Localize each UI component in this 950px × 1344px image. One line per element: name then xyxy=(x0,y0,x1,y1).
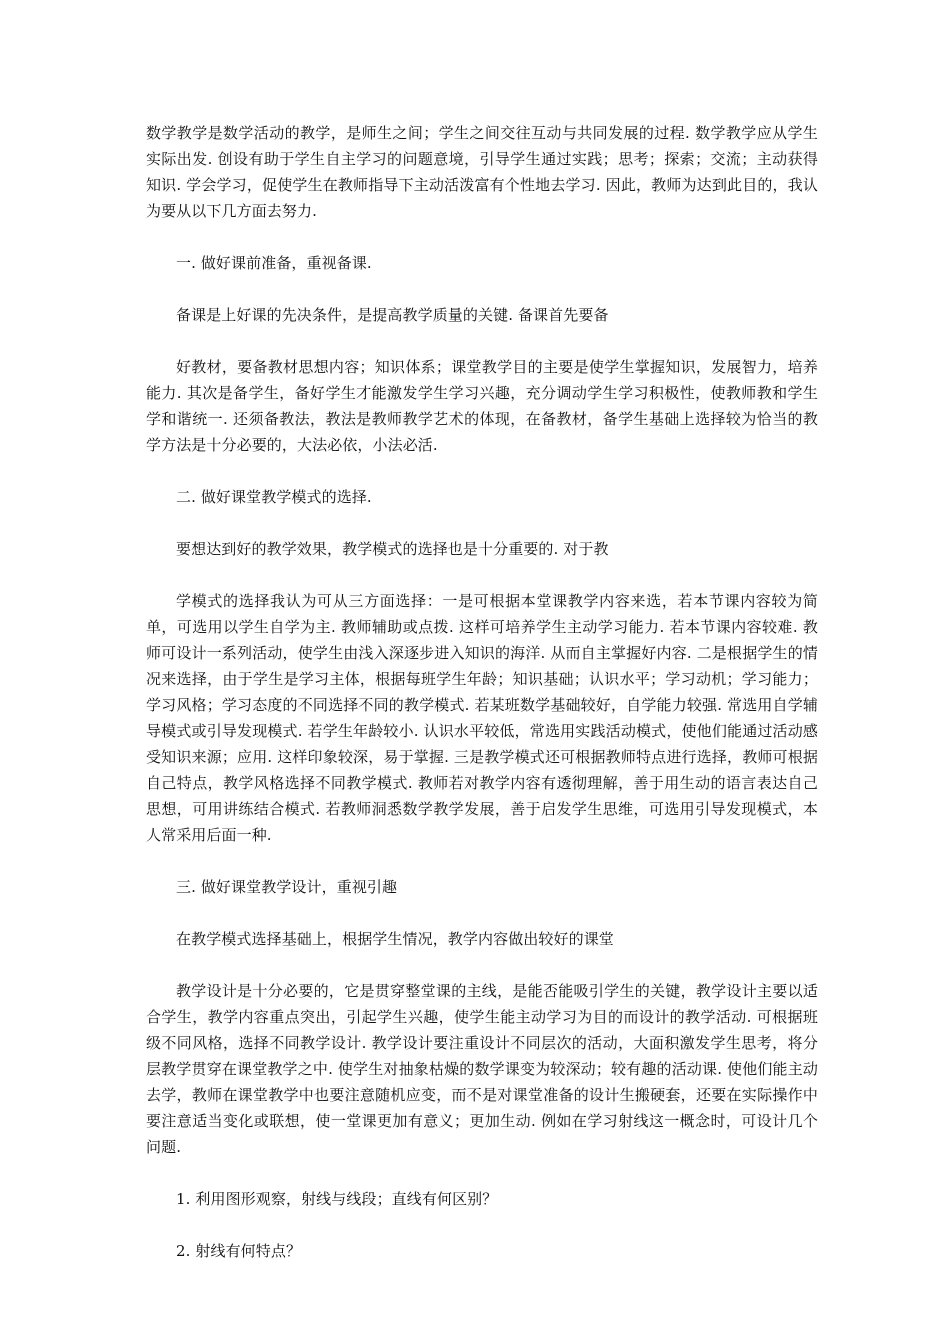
section-heading-2: 二. 做好课堂教学模式的选择. xyxy=(176,488,372,506)
body-paragraph: 备课是上好课的先决条件，是提高教学质量的关键. 备课首先要备 xyxy=(176,306,609,324)
document-page xyxy=(146,120,818,1290)
body-paragraph: 要想达到好的教学效果，教学模式的选择也是十分重要的. 对于教 xyxy=(176,540,609,558)
list-item: 2. 射线有何特点？ xyxy=(176,1242,302,1260)
section-heading-1: 一. 做好课前准备，重视备课. xyxy=(176,254,372,272)
body-paragraph: 学模式的选择我认为可从三方面选择：一是可根据本堂课教学内容来选，若本节课内容较为简单，可选用以学生自学为主. 教师辅助或点拨. 这样可培养学生主动学习能力. 若本节课内容较难. 教师可设计一系列活动，使学生由浅入深逐步进入知识的海洋. 从而自主掌握好内容. 二是根据学生的情况来选择，由于学生是学习主体，根据每班学生年龄；知识基础；认识水平；学习动机；学习能力；学习风格；学习态度的不同选择不同的教学模式. 若某班数学基础较好，自学能力较强. 常选用自学辅导模式或引导发现模式. 若学生年龄较小. 认识水平较低，常选用实践活动模式，使他们能通过活动感受知识来源；应用. 这样印象较深，易于掌握. 三是教学模式还可根据教师特点进行选择，教师可根据自己特点，教学风格选择不同教学模式. 教师若对教学内容有透彻理解，善于用生动的语言表达自己思想，可用讲练结合模式. 若教师洞悉数学教学发展，善于启发学生思维，可选用引导发现模式，本人常采用后面一种. xyxy=(146,592,818,844)
section-heading-3: 三. 做好课堂教学设计，重视引趣 xyxy=(176,878,398,896)
body-paragraph: 教学设计是十分必要的，它是贯穿整堂课的主线，是能否能吸引学生的关键，教学设计主要以适合学生，教学内容重点突出，引起学生兴趣，使学生能主动学习为目的而设计的教学活动. 可根据班级不同风格，选择不同教学设计. 教学设计要注重设计不同层次的活动，大面积激发学生思考，将分层教学贯穿在课堂教学之中. 使学生对抽象枯燥的数学课变为较深动；较有趣的活动课. 使他们能主动去学，教师在课堂教学中也要注意随机应变，而不是对课堂准备的设计生搬硬套，还要在实际操作中要注意适当变化或联想，使一堂课更加有意义；更加生动. 例如在学习射线这一概念时，可设计几个问题. xyxy=(146,982,818,1156)
body-paragraph: 在教学模式选择基础上，根据学生情况，教学内容做出较好的课堂 xyxy=(176,930,614,948)
intro-paragraph: 数学教学是数学活动的教学，是师生之间；学生之间交往互动与共同发展的过程. 数学教学应从学生实际出发. 创设有助于学生自主学习的问题意境，引导学生通过实践；思考；探索；交流；主动获得知识. 学会学习，促使学生在教师指导下主动活泼富有个性地去学习. 因此，教师为达到此目的，我认为要从以下几方面去努力. xyxy=(146,124,818,220)
list-item: 1. 利用图形观察，射线与线段；直线有何区别？ xyxy=(176,1190,498,1208)
body-paragraph: 好教材，要备教材思想内容；知识体系；课堂教学目的主要是使学生掌握知识，发展智力，培养能力. 其次是备学生，备好学生才能激发学生学习兴趣，充分调动学生学习积极性，使教师教和学生学和谐统一. 还须备教法，教法是教师教学艺术的体现，在备教材，备学生基础上选择较为恰当的教学方法是十分必要的，大法必依，小法必活. xyxy=(146,358,818,454)
